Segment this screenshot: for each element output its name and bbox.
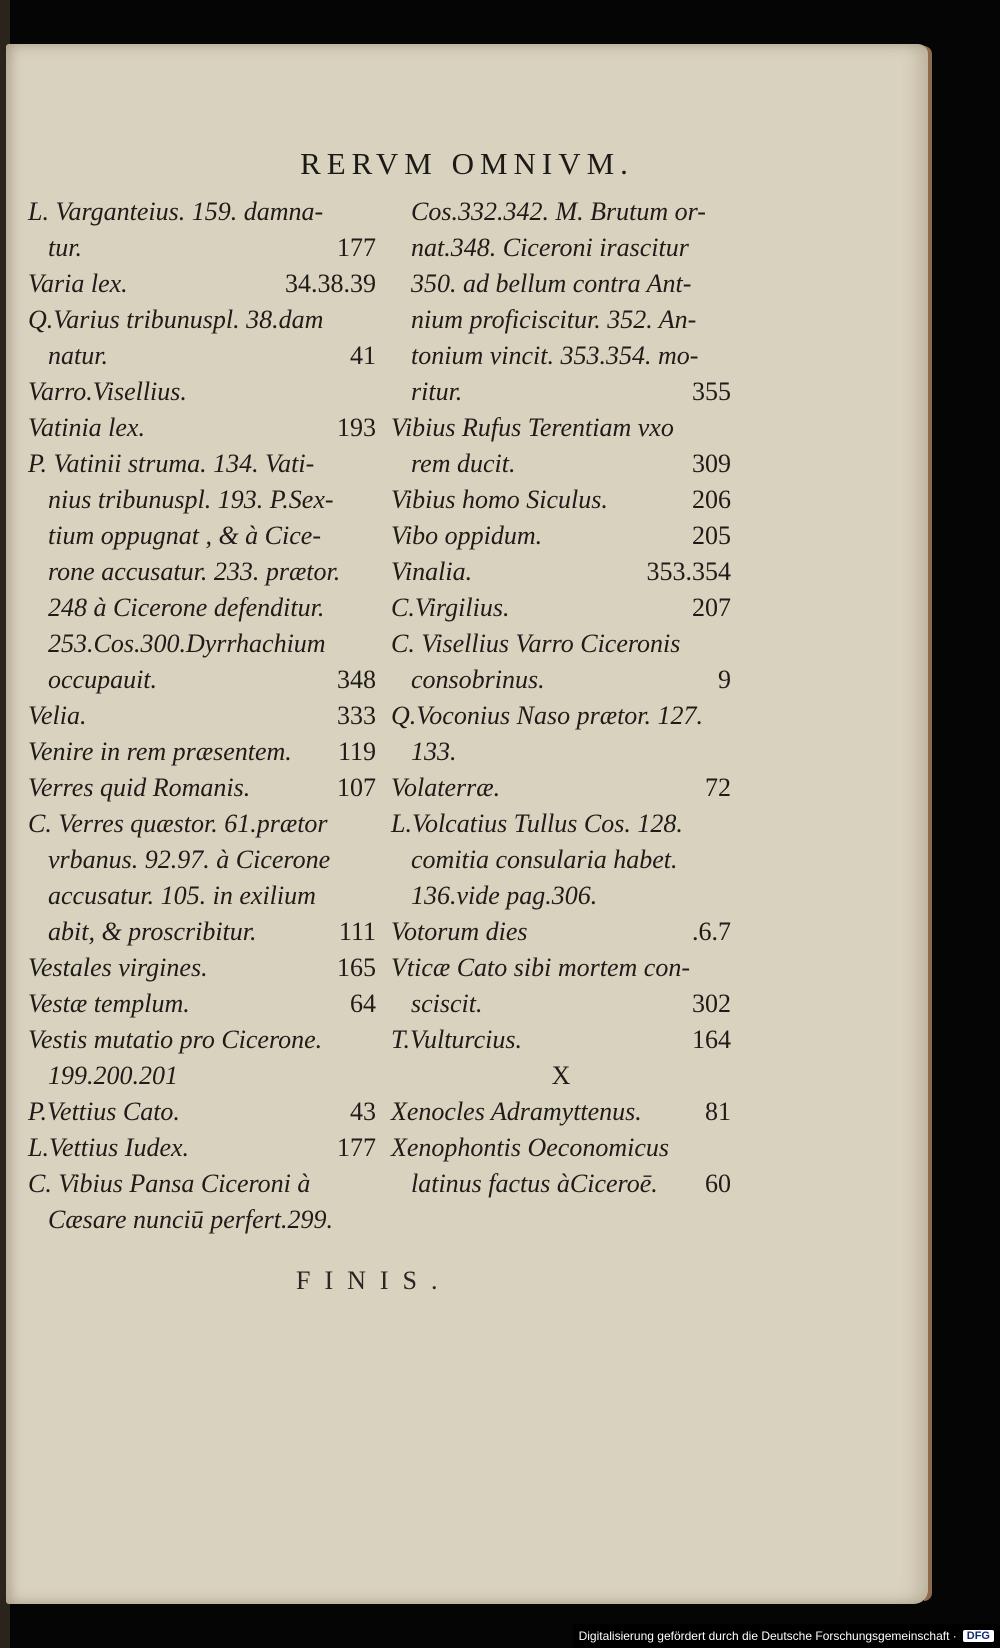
entry-text: comitia consularia habet. bbox=[411, 845, 678, 874]
page-reference: 165 bbox=[337, 953, 376, 982]
entry-text: abit, & proscribitur. bbox=[48, 917, 257, 946]
index-entry bbox=[391, 410, 731, 482]
index-entry-line bbox=[391, 1130, 731, 1166]
index-entry bbox=[28, 698, 376, 734]
index-entry-line bbox=[28, 806, 376, 842]
entry-text: Q.Voconius Naso prætor. 127. bbox=[391, 701, 704, 730]
entry-text: rem ducit. bbox=[411, 449, 516, 478]
entry-text: Vibo oppidum. bbox=[391, 521, 543, 550]
digitization-footer bbox=[573, 1624, 1000, 1648]
entry-text: tium oppugnat , & à Cice- bbox=[48, 521, 321, 550]
entry-text: ritur. bbox=[411, 377, 463, 406]
index-entry-line bbox=[391, 410, 731, 446]
letter-heading: X bbox=[551, 1061, 571, 1090]
entry-text: Vatinia lex. bbox=[28, 413, 145, 442]
entry-text: T.Vulturcius. bbox=[391, 1025, 522, 1054]
page-reference: 193 bbox=[337, 413, 376, 442]
index-entry-line bbox=[28, 662, 376, 698]
index-entry-line bbox=[28, 698, 376, 734]
index-entry-line bbox=[28, 194, 376, 230]
index-entry-line bbox=[391, 770, 731, 806]
index-entry-line bbox=[391, 482, 731, 518]
entry-text: natur. bbox=[48, 341, 108, 370]
index-entry-line bbox=[28, 626, 376, 662]
index-entry-line bbox=[28, 914, 376, 950]
index-entry-line bbox=[28, 1166, 376, 1202]
entry-text: 248 à Cicerone defenditur. bbox=[48, 593, 325, 622]
entry-text: 136.vide pag.306. bbox=[411, 881, 598, 910]
index-entry-line bbox=[391, 590, 731, 626]
index-entry bbox=[391, 950, 731, 1022]
index-entry bbox=[28, 446, 376, 698]
index-entry-line bbox=[391, 338, 731, 374]
page-reference: 205 bbox=[692, 521, 731, 550]
entry-text: sciscit. bbox=[411, 989, 483, 1018]
page-reference: 302 bbox=[692, 989, 731, 1018]
entry-text: C. Verres quæstor. 61.prætor bbox=[28, 809, 328, 838]
entry-text: consobrinus. bbox=[411, 665, 545, 694]
index-entry bbox=[28, 410, 376, 446]
index-entry-line bbox=[28, 770, 376, 806]
entry-text: Q.Varius tribunuspl. 38.dam bbox=[28, 305, 324, 334]
entry-text: C. Visellius Varro Ciceronis bbox=[391, 629, 681, 658]
index-entry bbox=[28, 1166, 376, 1238]
entry-text: Vestis mutatio pro Cicerone. bbox=[28, 1025, 323, 1054]
entry-text: vrbanus. 92.97. à Cicerone bbox=[48, 845, 331, 874]
index-entry-line bbox=[28, 1202, 376, 1238]
index-entry-line bbox=[391, 806, 731, 842]
entry-text: nat.348. Ciceroni irascitur bbox=[411, 233, 689, 262]
index-entry bbox=[28, 1094, 376, 1130]
page-reference: 355 bbox=[692, 377, 731, 406]
index-entry-line bbox=[391, 914, 731, 950]
page-reference: 111 bbox=[338, 917, 376, 946]
entry-text: tonium vincit. 353.354. mo- bbox=[411, 341, 699, 370]
page-reference: 34.38.39 bbox=[285, 269, 376, 298]
index-entry bbox=[28, 806, 376, 950]
index-entry bbox=[391, 806, 731, 914]
index-entry-line bbox=[391, 374, 731, 410]
index-entry-line bbox=[28, 950, 376, 986]
index-entry-line bbox=[28, 734, 376, 770]
entry-text: Xenophontis Oeconomicus bbox=[391, 1133, 670, 1162]
index-entry-line bbox=[391, 266, 731, 302]
index-entry-line bbox=[391, 950, 731, 986]
index-entry bbox=[391, 1022, 731, 1058]
entry-text: Volaterræ. bbox=[391, 773, 501, 802]
entry-text: Vticæ Cato sibi mortem con- bbox=[391, 953, 690, 982]
index-entry bbox=[28, 194, 376, 266]
index-entry-line bbox=[391, 518, 731, 554]
entry-text: Velia. bbox=[28, 701, 87, 730]
index-entry-line bbox=[28, 1094, 376, 1130]
index-entry-line bbox=[28, 338, 376, 374]
index-entry-line bbox=[28, 410, 376, 446]
index-entry-line bbox=[28, 590, 376, 626]
finis-mark: FINIS. bbox=[296, 1266, 452, 1295]
entry-text: 350. ad bellum contra Ant- bbox=[411, 269, 692, 298]
index-entry bbox=[391, 1130, 731, 1202]
index-entry-line bbox=[28, 554, 376, 590]
page-reference: 177 bbox=[337, 1133, 376, 1162]
entry-text: Vestales virgines. bbox=[28, 953, 208, 982]
index-entry-line bbox=[28, 1058, 376, 1094]
index-entry bbox=[28, 374, 376, 410]
entry-text: Xenocles Adramyttenus. bbox=[391, 1097, 642, 1126]
page-reference: 164 bbox=[692, 1025, 731, 1054]
book-page bbox=[6, 44, 928, 1604]
entry-text: C. Vibius Pansa Ciceroni à bbox=[28, 1169, 311, 1198]
index-entry-line bbox=[28, 374, 376, 410]
index-entry-line bbox=[391, 878, 731, 914]
entry-text: 253.Cos.300.Dyrrhachium bbox=[48, 629, 326, 658]
index-entry bbox=[391, 626, 731, 698]
index-entry-line bbox=[28, 842, 376, 878]
page-reference: 309 bbox=[692, 449, 731, 478]
entry-text: P.Vettius Cato. bbox=[28, 1097, 180, 1126]
index-entry-line bbox=[28, 230, 376, 266]
page-reference: 43 bbox=[350, 1097, 376, 1126]
entry-text: latinus factus àCiceroē. bbox=[411, 1169, 658, 1198]
index-entry bbox=[28, 266, 376, 302]
index-entry bbox=[391, 590, 731, 626]
index-entry-line bbox=[28, 518, 376, 554]
entry-text: occupauit. bbox=[48, 665, 158, 694]
page-reference: 119 bbox=[337, 737, 376, 766]
index-entry-line bbox=[391, 626, 731, 662]
index-entry bbox=[391, 914, 731, 950]
entry-text: accusatur. 105. in exilium bbox=[48, 881, 316, 910]
entry-text: Varro.Visellius. bbox=[28, 377, 187, 406]
index-entry bbox=[28, 1022, 376, 1094]
index-entry-line bbox=[28, 446, 376, 482]
entry-text: C.Virgilius. bbox=[391, 593, 510, 622]
index-entry bbox=[28, 986, 376, 1022]
index-entry-line bbox=[391, 302, 731, 338]
page-reference: 72 bbox=[705, 773, 731, 802]
index-entry-line bbox=[391, 986, 731, 1022]
entry-text: nium proficiscitur. 352. An- bbox=[411, 305, 697, 334]
running-head: RERVM OMNIVM. bbox=[300, 146, 634, 181]
index-entry bbox=[391, 518, 731, 554]
entry-text: Cæsare nunciū perfert.299. bbox=[48, 1205, 334, 1234]
index-column-left bbox=[28, 194, 376, 1238]
index-entry bbox=[391, 194, 731, 410]
footer-text: Digitalisierung gefördert durch die Deutsche Forschungsgemeinschaft · bbox=[578, 1629, 957, 1643]
index-entry-line bbox=[28, 266, 376, 302]
index-entry bbox=[391, 554, 731, 590]
index-entry bbox=[28, 770, 376, 806]
index-entry-line bbox=[391, 1166, 731, 1202]
entry-text: nius tribunuspl. 193. P.Sex- bbox=[48, 485, 334, 514]
entry-text: tur. bbox=[48, 233, 82, 262]
page-reference: 207 bbox=[692, 593, 731, 622]
index-entry-line bbox=[391, 662, 731, 698]
page-reference: 64 bbox=[350, 989, 376, 1018]
index-entry bbox=[391, 698, 731, 770]
index-entry-line bbox=[28, 482, 376, 518]
index-entry-line bbox=[391, 1094, 731, 1130]
index-entry-line bbox=[391, 734, 731, 770]
page-reference: 81 bbox=[705, 1097, 731, 1126]
page-reference: 41 bbox=[350, 341, 376, 370]
entry-text: L.Vettius Iudex. bbox=[28, 1133, 190, 1162]
entry-text: 199.200.201 bbox=[48, 1061, 178, 1090]
page-reference: 107 bbox=[337, 773, 376, 802]
index-entry-line bbox=[391, 554, 731, 590]
index-entry bbox=[391, 770, 731, 806]
entry-text: Venire in rem præsentem. bbox=[28, 737, 292, 766]
index-entry-line bbox=[391, 842, 731, 878]
page-reference: 333 bbox=[337, 701, 376, 730]
entry-text: 133. bbox=[411, 737, 457, 766]
entry-text: Vestæ templum. bbox=[28, 989, 190, 1018]
index-entry-line bbox=[391, 698, 731, 734]
entry-text: Vibius homo Siculus. bbox=[391, 485, 608, 514]
index-entry-line bbox=[28, 878, 376, 914]
index-entry bbox=[28, 302, 376, 374]
page-reference: 60 bbox=[705, 1169, 731, 1198]
index-entry-line bbox=[391, 1022, 731, 1058]
page-reference: 353.354 bbox=[646, 557, 731, 586]
index-entry-line bbox=[391, 446, 731, 482]
entry-text: P. Vatinii struma. 134. Vati- bbox=[28, 449, 315, 478]
entry-text: Cos.332.342. M. Brutum or- bbox=[411, 197, 706, 226]
page-reference: 177 bbox=[337, 233, 376, 262]
index-entry bbox=[391, 482, 731, 518]
index-entry-line bbox=[28, 1022, 376, 1058]
page-reference: 206 bbox=[692, 485, 731, 514]
index-column-right bbox=[391, 194, 731, 1202]
page-reference: 348 bbox=[337, 665, 376, 694]
index-entry-line bbox=[391, 194, 731, 230]
entry-text: rone accusatur. 233. prætor. bbox=[48, 557, 341, 586]
index-entry-line bbox=[28, 986, 376, 1022]
dfg-logo: DFG bbox=[963, 1630, 994, 1642]
entry-text: Votorum dies bbox=[391, 917, 528, 946]
entry-text: Verres quid Romanis. bbox=[28, 773, 251, 802]
index-entry bbox=[391, 1094, 731, 1130]
entry-text: Vibius Rufus Terentiam vxo bbox=[391, 413, 674, 442]
index-entry-line bbox=[28, 1130, 376, 1166]
entry-text: Vinalia. bbox=[391, 557, 473, 586]
index-entry bbox=[28, 1130, 376, 1166]
index-entry bbox=[28, 734, 376, 770]
page-reference: 9 bbox=[718, 665, 731, 694]
entry-text: L. Varganteius. 159. damna- bbox=[28, 197, 324, 226]
index-entry-line bbox=[391, 230, 731, 266]
page-reference: .6.7 bbox=[692, 917, 731, 946]
index-entry-line bbox=[28, 302, 376, 338]
index-entry bbox=[28, 950, 376, 986]
entry-text: L.Volcatius Tullus Cos. 128. bbox=[391, 809, 683, 838]
entry-text: Varia lex. bbox=[28, 269, 128, 298]
